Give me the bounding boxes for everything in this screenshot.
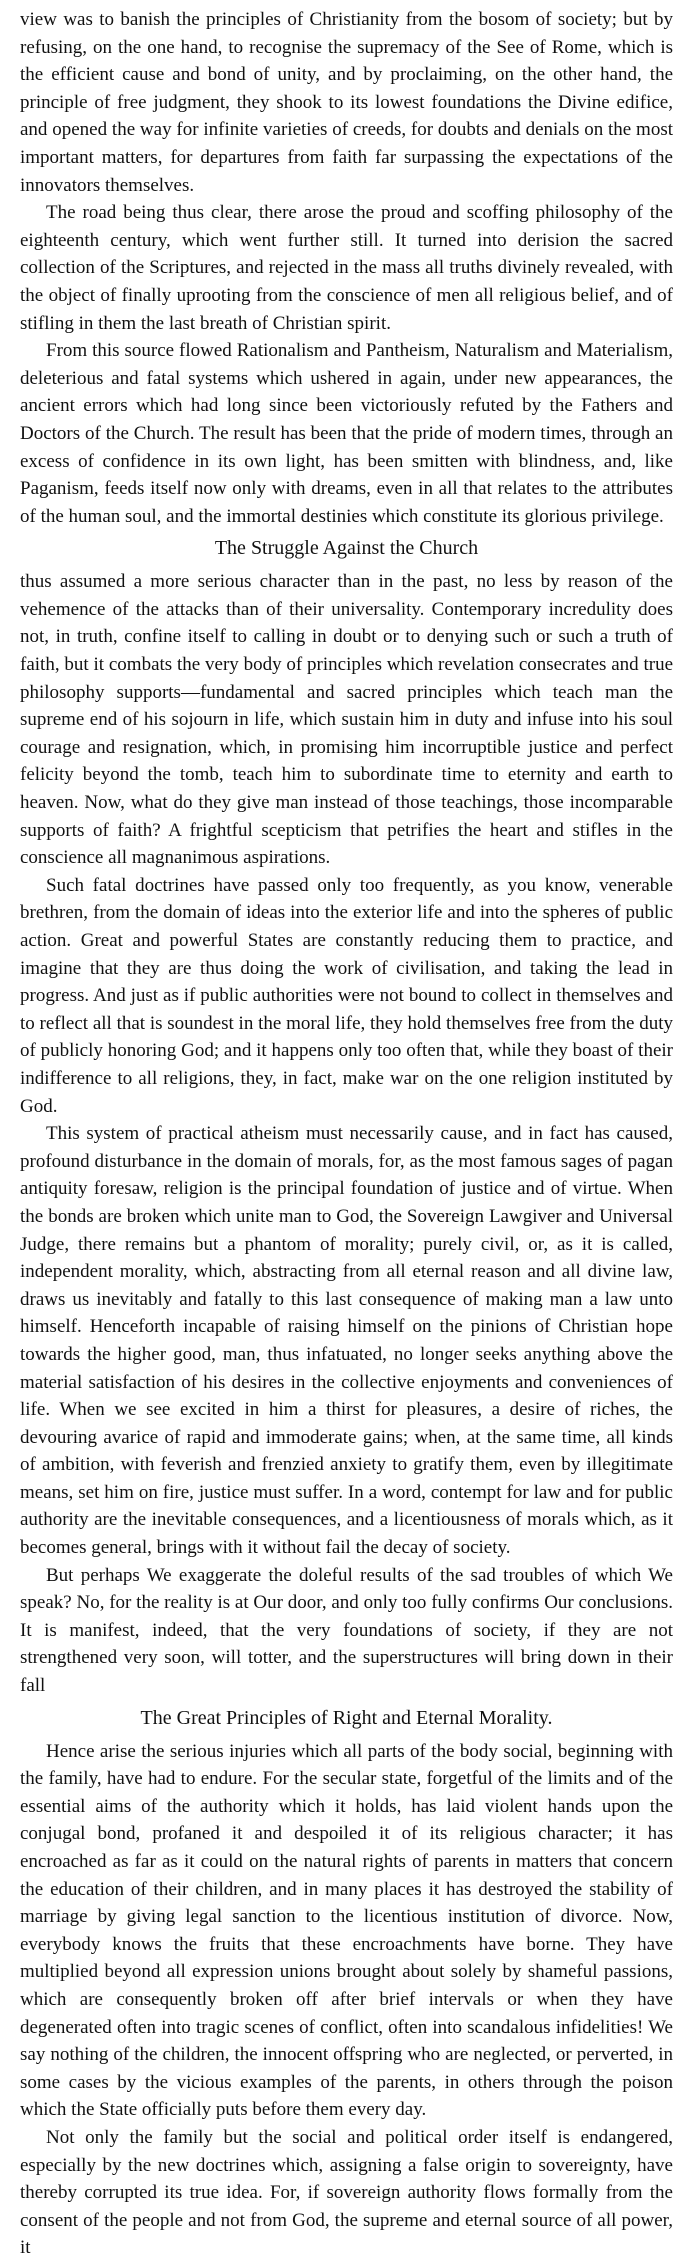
article-paragraph: thus assumed a more serious character than in the past, no less by reason of the vehemence of the attacks than of their universality. Contemporary incredulity does not, in truth, confine itself to calling in doubt or to denying such or such a truth of faith, but it combats the very body of principles which revelation consecrates and true philosophy supports—fundamental and sacred principles which teach man the supreme end of his sojourn in life, which sustain him in duty and infuse into his soul courage and resignation, which, in promising him incorruptible justice and perfect felicity beyond the tomb, teach him to subordinate time to eternity and earth to heaven. Now, what do they give man instead of those teachings, those incomparable supports of faith? A frightful scepticism that petrifies the heart and stifles in the conscience all magnanimous aspirations. — [20, 571, 673, 869]
article-paragraph: Hence arise the serious injuries which all parts of the body social, beginning with the family, have had to endure. For the secular state, forgetful of the limits and of the essential aims of the authority which it holds, has laid violent hands upon the conjugal bond, profaned it and despoiled it of its religious character; it has encroached as far as it could on the natural rights of parents in matters that concern the education of their children, and in many places it has destroyed the stability of marriage by giving legal sanction to the licentious institution of divorce. Now, everybody knows the fruits that these encroachments have borne. They have multiplied beyond all expression unions brought about solely by shameful passions, which are consequently broken off after brief intervals or when they have degenerated often into tragic scenes of conflict, often into scandalous infidelities! We say nothing of the children, the innocent offspring who are neglected, or perverted, in some cases by the vicious examples of the parents, in others through the poison which the State officially puts before them every day. — [20, 1740, 673, 2121]
article-paragraph: But perhaps We exaggerate the doleful results of the sad troubles of which We speak? No, for the reality is at Our door, and only too fully confirms Our conclusions. It is manifest, indeed, that the very foundations of society, if they are not strengthened very soon, will totter, and the superstructures will bring down in their fall — [20, 1564, 673, 1697]
section-heading: The Great Principles of Right and Eternal Morality. — [140, 1706, 553, 1729]
article-paragraph: This system of practical atheism must necessarily cause, and in fact has caused, profound disturbance in the domain of morals, for, as the most famous sages of pagan antiquity foresaw, religion is the principal foundation of justice and of virtue. When the bonds are broken which unite man to God, the Sovereign Lawgiver and Universal Judge, there remains but a phantom of morality; purely civil, or, as it is called, independent morality, which, abstracting from all eternal reason and all divine law, draws us inevitably and fatally to this last consequence of making man a law unto himself. Henceforth incapable of raising himself on the pinions of Christian hope towards the higher good, man, thus infatuated, no longer seeks anything above the material satisfaction of his desires in the collective enjoyments and conveniences of life. When we see excited in him a thirst for pleasures, a desire of riches, the devouring avarice of rapid and immoderate gains; when, at the same time, all kinds of ambition, with feverish and frenzied anxiety to gratify them, even by illegitimate means, set him on fire, justice must suffer. In a word, contempt for law and for public authority are the inevitable consequences, and a licentiousness of morals which, as it becomes general, brings with it without fail the decay of society. — [20, 1123, 673, 1559]
section-heading: The Struggle Against the Church — [214, 537, 479, 560]
article-paragraph: view was to banish the principles of Christianity from the bosom of society; but by refusing, on the one hand, to recognise the supremacy of the See of Rome, which is the efficient cause and bond of unity, and by proclaiming, on the other hand, the principle of free judgment, they shook to its lowest foundations the Divine edifice, and opened the way for infinite varieties of creeds, for doubts and denials on the most important matters, for departures from faith far surpassing the expectations of the innovators themselves. — [20, 9, 673, 196]
article-paragraph: Not only the family but the social and political order itself is endangered, especially by the new doctrines which, assigning a false origin to sovereignty, have thereby corrupted its true idea. For, if sovereign authority flows formally from the consent of the people and not from God, the supreme and eternal source of all power, it — [20, 2126, 673, 2259]
article-paragraph: The road being thus clear, there arose the proud and scoffing philosophy of the eighteenth century, which went further still. It turned into derision the sacred collection of the Scriptures, and rejected in the mass all truths divinely revealed, with the object of finally uprooting from the conscience of men all religious belief, and of stifling in them the last breath of Christian spirit. — [20, 202, 673, 334]
article-paragraph: From this source flowed Rationalism and Pantheism, Naturalism and Materialism, deleterious and fatal systems which ushered in again, under new appearances, the ancient errors which had long since been victoriously refuted by the Fathers and Doctors of the Church. The result has been that the pride of modern times, through an excess of confidence in its own light, has been smitten with blindness, and, like Paganism, feeds itself now only with dreams, even in all that relates to the attributes of the human soul, and the immortal destinies which constitute its glorious privilege. — [20, 340, 673, 527]
article-paragraph: Such fatal doctrines have passed only too frequently, as you know, venerable brethren, from the domain of ideas into the exterior life and into the spheres of public action. Great and powerful States are constantly reducing them to practice, and imagine that they are thus doing the work of civilisation, and taking the lead in progress. And just as if public authorities were not bound to collect in themselves and to reflect all that is soundest in the moral life, they hold themselves free from the duty of publicly honoring God; and it happens only too often that, while they boast of their indifference to all religions, they, in fact, make war on the one religion instituted by God. — [20, 874, 673, 1117]
